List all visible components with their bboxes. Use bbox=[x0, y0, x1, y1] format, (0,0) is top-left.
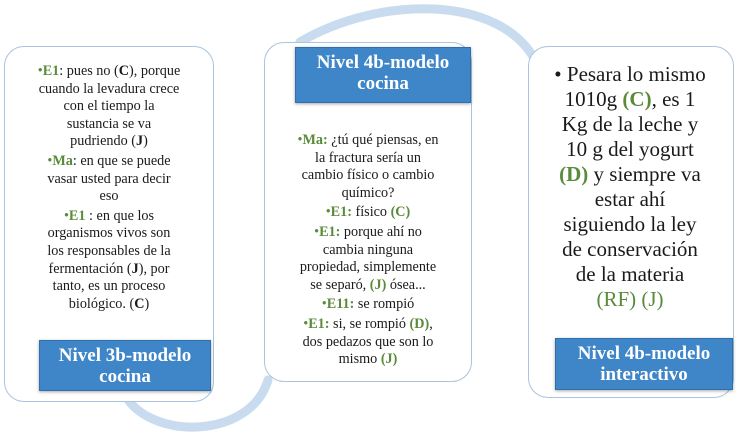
panel-1-text bbox=[10, 63, 208, 315]
dialogue-e1-si: •E1: si, se rompió (D), dos pedazos que son lo mismo (J) bbox=[302, 315, 434, 368]
panel-2-text bbox=[270, 132, 466, 371]
dialogue-e1-b: •E1 : en que los organismos vivos son los responsables de la fermentación (J), por tanto, es un proceso biológico. (C) bbox=[47, 207, 171, 312]
label-nivel-3b-cocina: Nivel 3b-modelo cocina bbox=[39, 340, 211, 391]
label-nivel-4b-cocina: Nivel 4b-modelo cocina bbox=[295, 47, 471, 103]
label-nivel-4b-interactivo: Nivel 4b-modelo interactivo bbox=[555, 338, 733, 390]
dialogue-e1-fisico: •E1: físico (C) bbox=[325, 204, 411, 221]
dialogue-ma-2: •Ma: ¿tú qué piensas, en la fractura sería un cambio físico o cambio químico? bbox=[297, 132, 439, 201]
dialogue-ma: •Ma: en que se puede vasar usted para decir eso bbox=[47, 152, 171, 205]
dialogue-e1-porque: •E1: porque ahí no cambia ninguna propiedad, simplemente se separó, (J) ósea... bbox=[299, 223, 437, 293]
dialogue-e1-a: •E1: pues no (C), porque cuando la levadura crece con el tiempo la sustancia se va pudriendo (J) bbox=[37, 63, 181, 150]
dialogue-e11: •E11: se rompió bbox=[321, 296, 415, 313]
panel-3-text: • Pesara lo mismo 1010g (C), es 1 Kg de la leche y 10 g del yogurt (D) y siempre va estar ahí siguiendo la ley de conservación de la materia (RF) (J) bbox=[554, 62, 706, 311]
